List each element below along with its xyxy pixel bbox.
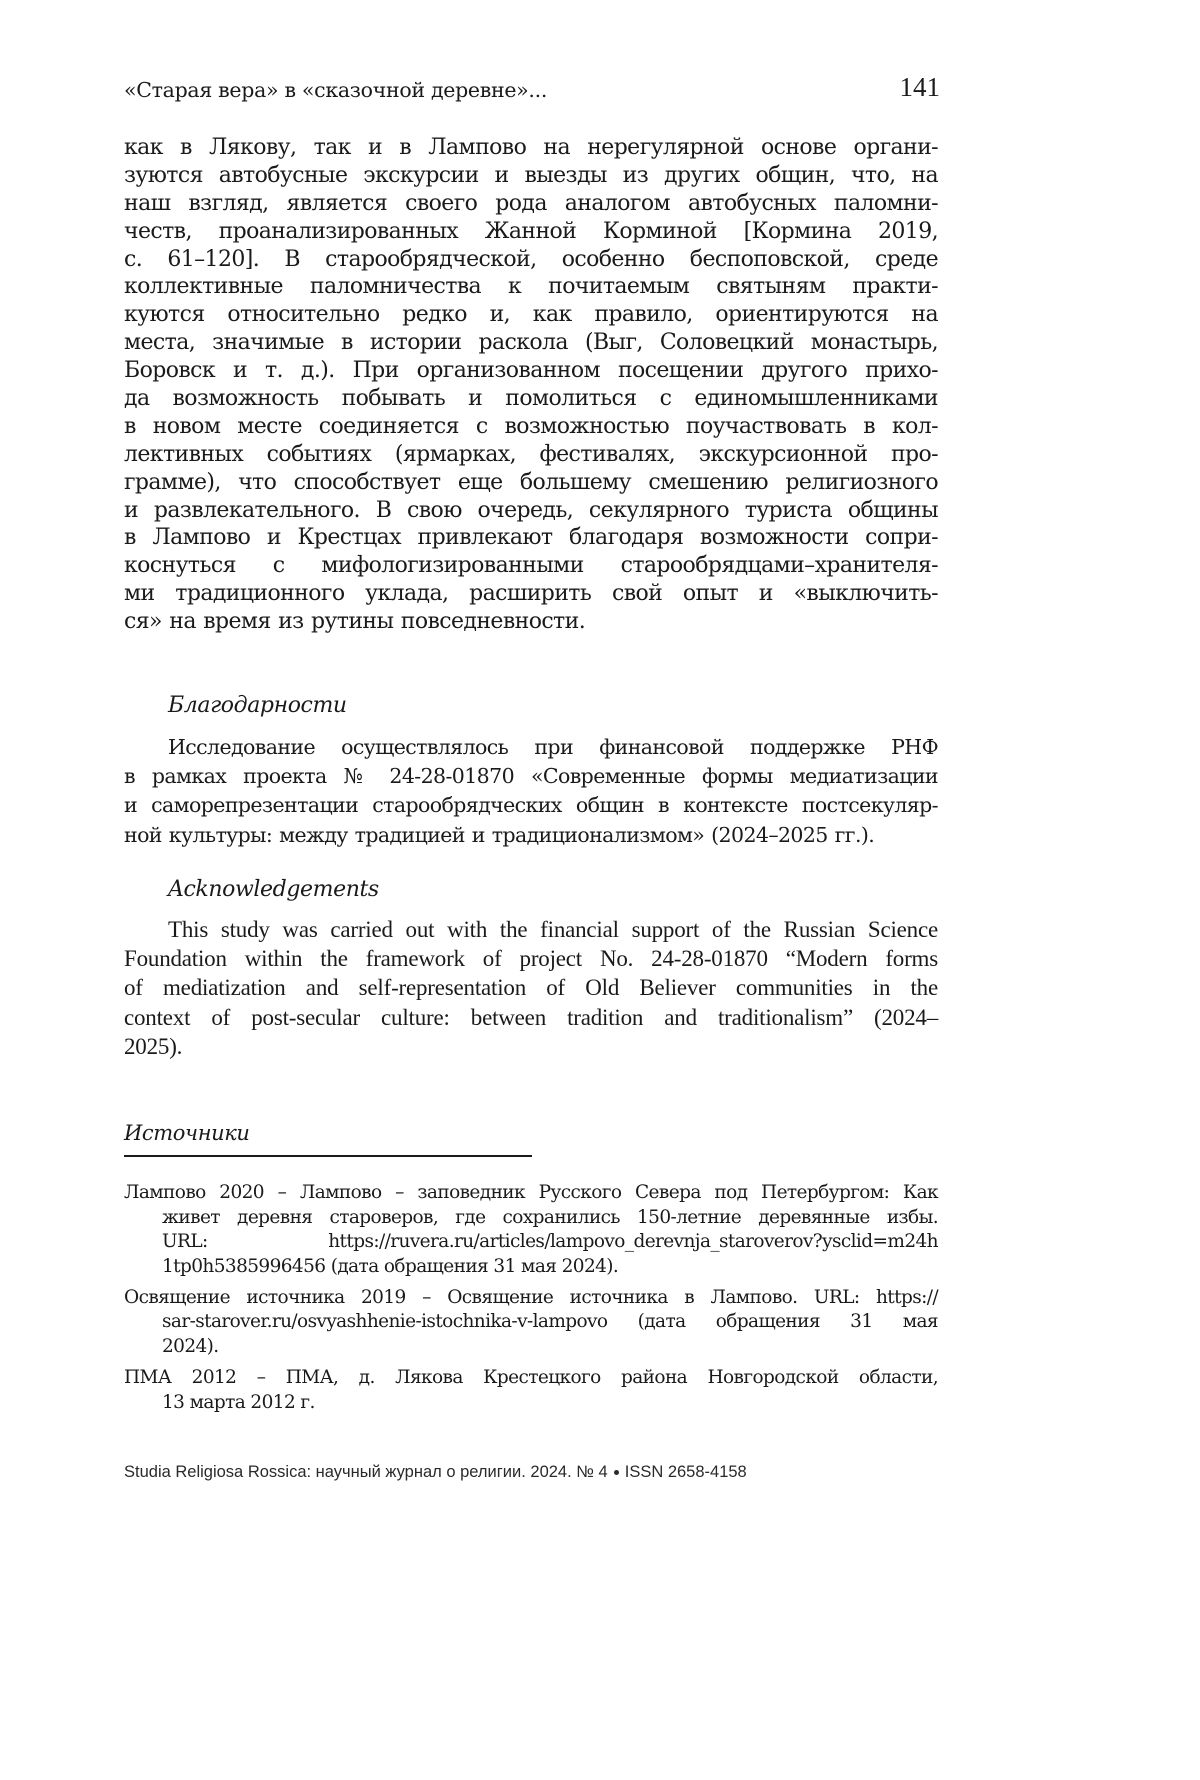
ack-en-line: This study was carried out with the financial support of the Russian Science <box>168 917 938 942</box>
body-line: куются относительно редко и, как правило, ориентируются на <box>124 302 938 328</box>
source-line: 2024). <box>162 1336 219 1358</box>
source-line: Лампово 2020 – Лампово – заповедник Русского Севера под Петербургом: Как <box>124 1182 938 1203</box>
footer-issn: ISSN 2658-4158 <box>624 1463 747 1481</box>
ack-en-line: context of post-secular culture: between tradition and traditionalism” (2024– <box>124 1004 938 1030</box>
bullet-separator-icon <box>614 1470 619 1475</box>
body-line: да возможность побывать и помолиться с единомышленниками <box>124 386 938 412</box>
source-entry <box>124 1181 938 1280</box>
source-line: ПМА 2012 – ПМА, д. Лякова Крестецкого района Новгородской области, <box>124 1366 938 1388</box>
ack-ru-line: и саморепрезентации старообрядческих общин в контексте постсекуляр- <box>124 793 938 818</box>
sources-heading: Источники <box>124 1121 250 1145</box>
body-line: как в Лякову, так и в Лампово на нерегулярной основе органи- <box>124 135 938 160</box>
body-line: в новом месте соединяется с возможностью поучаствовать в кол- <box>124 413 938 439</box>
ack-en-line: Foundation within the framework of project No. 24-28-01870 “Modern forms <box>124 946 938 972</box>
sources-divider <box>124 1155 532 1157</box>
body-line: в Лампово и Крестцах привлекают благодаря возможности сопри- <box>124 525 938 551</box>
body-line: лективных событиях (ярмарках, фестивалях, экскурсионной про- <box>124 441 938 467</box>
body-line: коснуться с мифологизированными старообрядцами–хранителя- <box>124 553 938 579</box>
source-entry <box>124 1286 938 1360</box>
source-line: живет деревня староверов, где сохранились 150-летние деревянные избы. <box>162 1206 938 1228</box>
sources-list <box>124 1181 938 1421</box>
body-line: ми традиционного уклада, расширить свой опыт и «выключить- <box>124 581 938 607</box>
source-line: URL: https://ruvera.ru/articles/lampovo_derevnja_staroverov?ysclid=m24h <box>162 1231 938 1253</box>
body-line: места, значимые в истории раскола (Выг, Соловецкий монастырь, <box>124 330 938 356</box>
body-line: зуются автобусные экскурсии и выезды из других общин, что, на <box>124 162 938 188</box>
body-line: ся» на время из рутины повседневности. <box>124 609 586 635</box>
body-line: грамме), что способствует еще большему смешению религиозного <box>124 469 938 495</box>
source-line: sar-starover.ru/osvyashhenie-istochnika-v-lampovo (дата обращения 31 мая <box>162 1311 938 1333</box>
ack-en-line: 2025). <box>124 1033 183 1059</box>
page-number: 141 <box>899 72 940 102</box>
running-title: «Старая вера» в «сказочной деревне»... <box>124 78 548 102</box>
body-line: коллективные паломничества к почитаемым святыням практи- <box>124 274 938 300</box>
footer-journal: Studia Religiosa Rossica: научный журнал о религии. 2024. № 4 <box>124 1463 608 1481</box>
ack-ru-line: Исследование осуществлялось при финансовой поддержке РНФ <box>168 735 938 759</box>
acknowledgements-ru-heading: Благодарности <box>168 693 347 718</box>
body-line: с. 61–120]. В старообрядческой, особенно беспоповской, среде <box>124 246 938 272</box>
body-line: Боровск и т. д.). При организованном посещении другого прихо- <box>124 358 938 384</box>
acknowledgements-ru-text <box>124 733 938 850</box>
journal-footer <box>124 1463 747 1482</box>
ack-ru-line: ной культуры: между традицией и традиционализмом» (2024–2025 гг.). <box>124 822 875 847</box>
body-line: наш взгляд, является своего рода аналогом автобусных паломни- <box>124 190 938 216</box>
ack-ru-line: в рамках проекта № 24-28-01870 «Современные формы медиатизации <box>124 764 938 789</box>
acknowledgements-en-text <box>124 915 938 1061</box>
body-paragraph <box>124 134 938 636</box>
source-entry <box>124 1366 938 1415</box>
source-line: 1tp0h5385996456 (дата обращения 31 мая 2024). <box>162 1256 619 1278</box>
ack-en-line: of mediatization and self-representation of Old Believer communities in the <box>124 975 938 1001</box>
source-line: Освящение источника 2019 – Освящение источника в Лампово. URL: https:// <box>124 1286 938 1308</box>
body-line: честв, проанализированных Жанной Корминой [Кормина 2019, <box>124 218 938 244</box>
source-line: 13 марта 2012 г. <box>162 1391 315 1413</box>
acknowledgements-en-heading: Acknowledgements <box>168 877 379 902</box>
body-line: и развлекательного. В свою очередь, секулярного туриста общины <box>124 497 938 523</box>
